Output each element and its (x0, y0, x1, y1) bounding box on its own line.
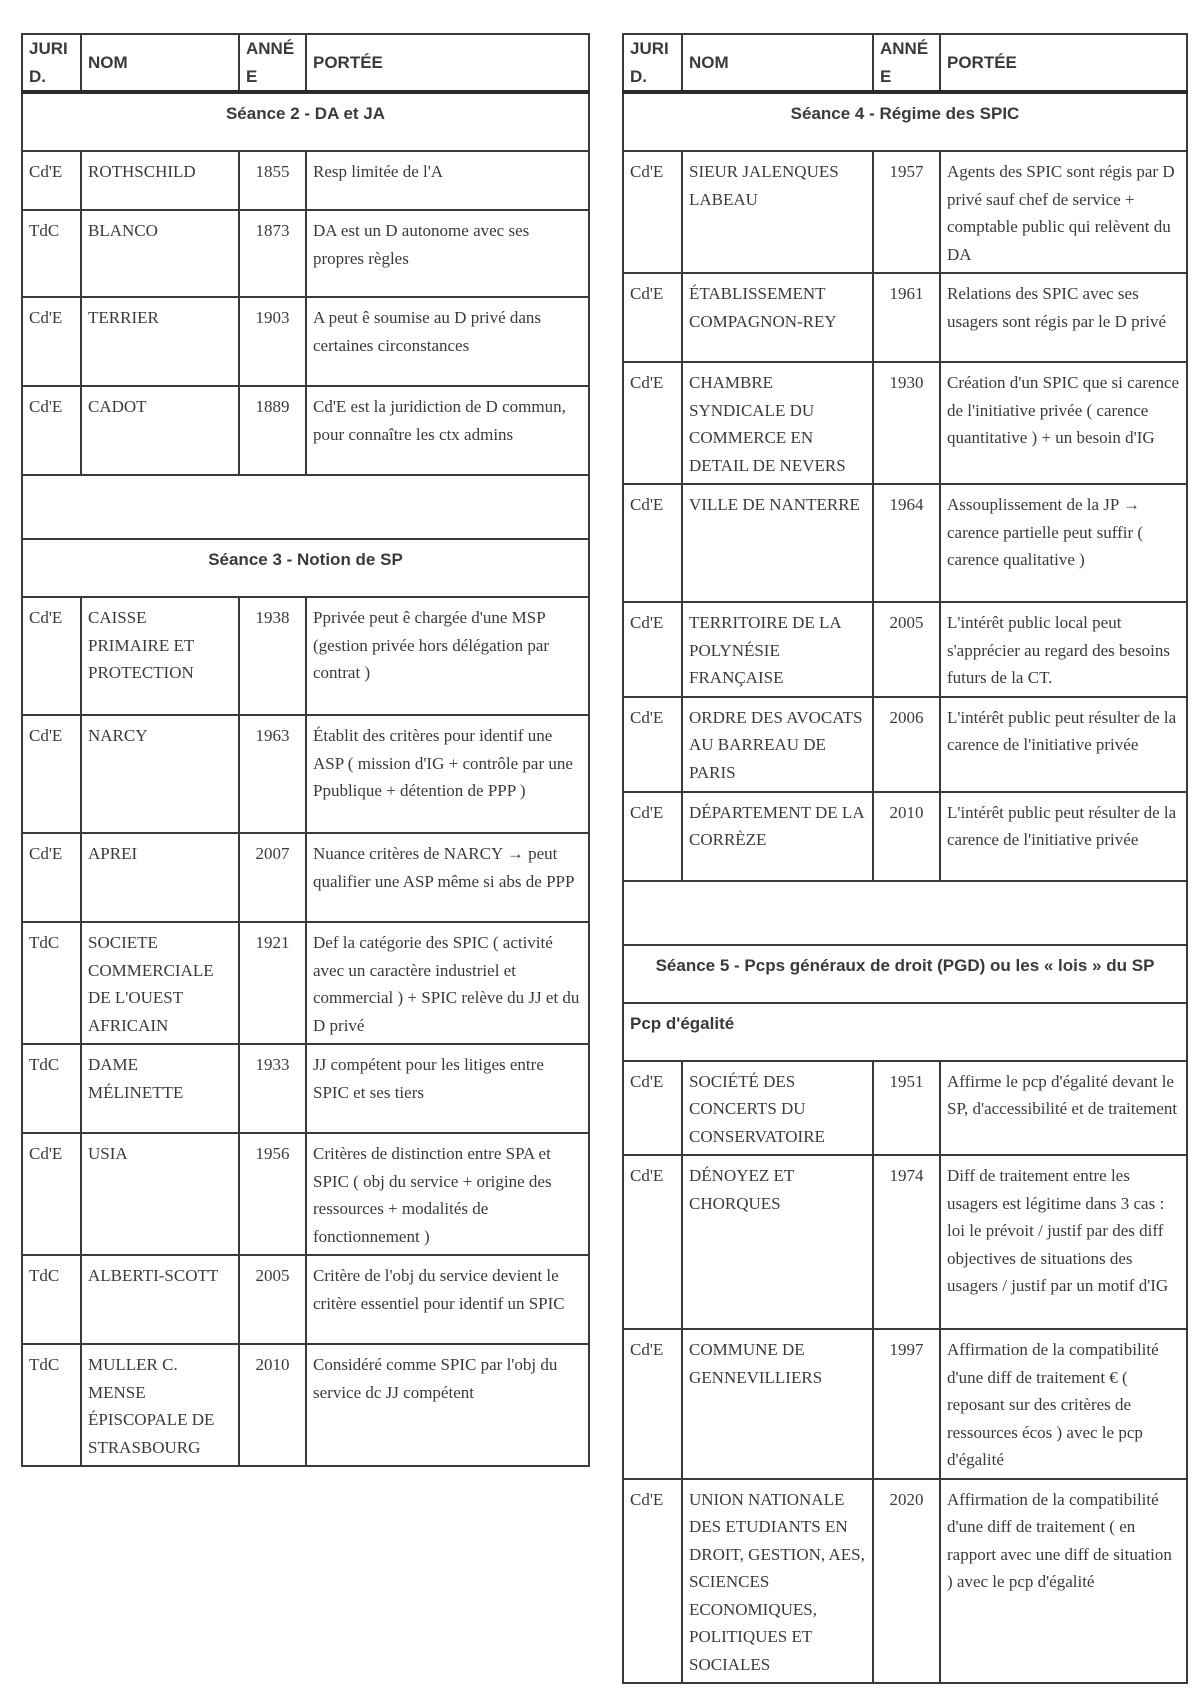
section-title-seance-5: Séance 5 - Pcps généraux de droit (PGD) ou les « lois » du SP (623, 945, 1187, 1003)
cell-nom: DAME MÉLINETTE (81, 1044, 239, 1133)
table-row (623, 1155, 1187, 1329)
cell-nom: MULLER C. MENSE ÉPISCOPALE DE STRASBOURG (81, 1344, 239, 1466)
cell-jurid: Cd'E (623, 1329, 682, 1479)
table-row (623, 484, 1187, 602)
section-title-seance-4: Séance 4 - Régime des SPIC (623, 92, 1187, 151)
cell-jurid: Cd'E (22, 1133, 81, 1255)
cell-annee: 1963 (239, 715, 306, 833)
table-row (623, 1329, 1187, 1479)
cell-portee: Def la catégorie des SPIC ( activité avec un caractère industriel et commercial ) + SPIC relève du JJ et du D privé (306, 922, 589, 1044)
cell-annee: 2006 (873, 697, 940, 792)
cell-nom: CHAMBRE SYNDICALE DU COMMERCE EN DETAIL DE NEVERS (682, 362, 873, 484)
cell-jurid: Cd'E (623, 1061, 682, 1156)
cell-nom: CADOT (81, 386, 239, 475)
section-title-seance-3: Séance 3 - Notion de SP (22, 539, 589, 597)
cell-jurid: Cd'E (22, 597, 81, 715)
cell-nom: APREI (81, 833, 239, 922)
cell-nom: SIEUR JALENQUES LABEAU (682, 151, 873, 273)
cell-jurid: Cd'E (623, 273, 682, 362)
cell-annee: 1997 (873, 1329, 940, 1479)
header-jurid: JURID. (623, 34, 682, 92)
table-row (22, 597, 589, 715)
cell-jurid: Cd'E (22, 715, 81, 833)
cell-nom: UNION NATIONALE DES ETUDIANTS EN DROIT, GESTION, AES, SCIENCES ECONOMIQUES, POLITIQUES ET SOCIALES (682, 1479, 873, 1684)
header-row (22, 34, 589, 92)
header-portee: PORTÉE (306, 34, 589, 92)
table-row (623, 602, 1187, 697)
cell-portee: Nuance critères de NARCY → peut qualifier une ASP même si abs de PPP (306, 833, 589, 922)
table-row (22, 1255, 589, 1344)
cell-jurid: Cd'E (623, 484, 682, 602)
cell-portee: DA est un D autonome avec ses propres règles (306, 210, 589, 297)
table-row (22, 1133, 589, 1255)
table-row (22, 1344, 589, 1466)
table-row (623, 697, 1187, 792)
table-row (22, 297, 589, 386)
cell-jurid: TdC (22, 1255, 81, 1344)
cell-nom: TERRIER (81, 297, 239, 386)
cell-jurid: Cd'E (623, 1479, 682, 1684)
header-portee: PORTÉE (940, 34, 1187, 92)
header-jurid: JURID. (22, 34, 81, 92)
cell-jurid: Cd'E (22, 833, 81, 922)
cell-annee: 1938 (239, 597, 306, 715)
cell-jurid: Cd'E (22, 151, 81, 210)
cell-nom: COMMUNE DE GENNEVILLIERS (682, 1329, 873, 1479)
cell-portee: Diff de traitement entre les usagers est légitime dans 3 cas : loi le prévoit / justif par des diff objectives de situations des usagers / justif par un motif d'IG (940, 1155, 1187, 1329)
blank-row (623, 881, 1187, 945)
header-annee: ANNÉE (873, 34, 940, 92)
cell-jurid: Cd'E (22, 297, 81, 386)
cell-portee: Affirme le pcp d'égalité devant le SP, d'accessibilité et de traitement (940, 1061, 1187, 1156)
cell-annee: 1964 (873, 484, 940, 602)
cell-annee: 2010 (873, 792, 940, 881)
cell-nom: CAISSE PRIMAIRE ET PROTECTION (81, 597, 239, 715)
cell-jurid: TdC (22, 210, 81, 297)
cell-portee: Affirmation de la compatibilité d'une diff de traitement ( en rapport avec une diff de situation ) avec le pcp d'égalité (940, 1479, 1187, 1684)
blank-row (22, 475, 589, 539)
table-row (623, 1479, 1187, 1684)
section-title-seance-2: Séance 2 - DA et JA (22, 92, 589, 151)
cell-nom: BLANCO (81, 210, 239, 297)
cell-annee: 1933 (239, 1044, 306, 1133)
cell-portee: L'intérêt public peut résulter de la carence de l'initiative privée (940, 792, 1187, 881)
cell-portee: Resp limitée de l'A (306, 151, 589, 210)
cell-nom: ORDRE DES AVOCATS AU BARREAU DE PARIS (682, 697, 873, 792)
cell-portee: JJ compétent pour les litiges entre SPIC et ses tiers (306, 1044, 589, 1133)
cell-jurid: TdC (22, 1044, 81, 1133)
right-table (622, 33, 1188, 1684)
cell-annee: 1930 (873, 362, 940, 484)
cell-jurid: Cd'E (623, 362, 682, 484)
table-row (22, 833, 589, 922)
cell-portee: Création d'un SPIC que si carence de l'initiative privée ( carence quantitative ) + un besoin d'IG (940, 362, 1187, 484)
table-row (623, 273, 1187, 362)
table-row (623, 792, 1187, 881)
cell-portee: Affirmation de la compatibilité d'une diff de traitement € ( reposant sur des critères de ressources écos ) avec le pcp d'égalité (940, 1329, 1187, 1479)
cell-nom: SOCIÉTÉ DES CONCERTS DU CONSERVATOIRE (682, 1061, 873, 1156)
cell-jurid: Cd'E (623, 602, 682, 697)
table-row (22, 151, 589, 210)
cell-nom: DÉNOYEZ ET CHORQUES (682, 1155, 873, 1329)
cell-portee: Considéré comme SPIC par l'obj du service dc JJ compétent (306, 1344, 589, 1466)
cell-annee: 2010 (239, 1344, 306, 1466)
cell-portee: Critères de distinction entre SPA et SPIC ( obj du service + origine des ressources + modalités de fonctionnement ) (306, 1133, 589, 1255)
cell-portee: Agents des SPIC sont régis par D privé sauf chef de service + comptable public qui relèvent du DA (940, 151, 1187, 273)
cell-portee: Assouplissement de la JP → carence partielle peut suffir ( carence qualitative ) (940, 484, 1187, 602)
header-row (623, 34, 1187, 92)
table-row (623, 362, 1187, 484)
cell-nom: DÉPARTEMENT DE LA CORRÈZE (682, 792, 873, 881)
cell-annee: 2020 (873, 1479, 940, 1684)
cell-portee: Pprivée peut ê chargée d'une MSP (gestion privée hors délégation par contrat ) (306, 597, 589, 715)
cell-portee: L'intérêt public local peut s'apprécier au regard des besoins futurs de la CT. (940, 602, 1187, 697)
cell-annee: 2005 (873, 602, 940, 697)
cell-annee: 1903 (239, 297, 306, 386)
left-table (21, 33, 590, 1467)
cell-annee: 1921 (239, 922, 306, 1044)
cell-annee: 1855 (239, 151, 306, 210)
cell-annee: 1889 (239, 386, 306, 475)
table-row (22, 922, 589, 1044)
cell-jurid: Cd'E (623, 151, 682, 273)
table-row (22, 715, 589, 833)
cell-jurid: Cd'E (623, 792, 682, 881)
cell-portee: Relations des SPIC avec ses usagers sont régis par le D privé (940, 273, 1187, 362)
cell-jurid: TdC (22, 1344, 81, 1466)
cell-nom: SOCIETE COMMERCIALE DE L'OUEST AFRICAIN (81, 922, 239, 1044)
table-row (22, 386, 589, 475)
cell-portee: Critère de l'obj du service devient le critère essentiel pour identif un SPIC (306, 1255, 589, 1344)
cell-nom: ROTHSCHILD (81, 151, 239, 210)
cell-nom: USIA (81, 1133, 239, 1255)
cell-annee: 2007 (239, 833, 306, 922)
cell-nom: ALBERTI-SCOTT (81, 1255, 239, 1344)
cell-portee: A peut ê soumise au D privé dans certaines circonstances (306, 297, 589, 386)
cell-jurid: Cd'E (22, 386, 81, 475)
cell-annee: 1873 (239, 210, 306, 297)
cell-jurid: Cd'E (623, 697, 682, 792)
cell-portee: Cd'E est la juridiction de D commun, pour connaître les ctx admins (306, 386, 589, 475)
table-row (623, 151, 1187, 273)
cell-jurid: TdC (22, 922, 81, 1044)
header-nom: NOM (81, 34, 239, 92)
table-row (22, 210, 589, 297)
header-nom: NOM (682, 34, 873, 92)
cell-nom: ÉTABLISSEMENT COMPAGNON-REY (682, 273, 873, 362)
cell-annee: 1961 (873, 273, 940, 362)
header-annee: ANNÉE (239, 34, 306, 92)
cell-nom: TERRITOIRE DE LA POLYNÉSIE FRANÇAISE (682, 602, 873, 697)
subsection-title-pcp-egalite: Pcp d'égalité (623, 1003, 1187, 1061)
table-row (22, 1044, 589, 1133)
cell-nom: VILLE DE NANTERRE (682, 484, 873, 602)
table-row (623, 1061, 1187, 1156)
cell-annee: 1957 (873, 151, 940, 273)
cell-annee: 1974 (873, 1155, 940, 1329)
cell-jurid: Cd'E (623, 1155, 682, 1329)
cell-annee: 1951 (873, 1061, 940, 1156)
cell-annee: 1956 (239, 1133, 306, 1255)
cell-portee: L'intérêt public peut résulter de la carence de l'initiative privée (940, 697, 1187, 792)
cell-annee: 2005 (239, 1255, 306, 1344)
cell-portee: Établit des critères pour identif une ASP ( mission d'IG + contrôle par une Ppublique + détention de PPP ) (306, 715, 589, 833)
cell-nom: NARCY (81, 715, 239, 833)
